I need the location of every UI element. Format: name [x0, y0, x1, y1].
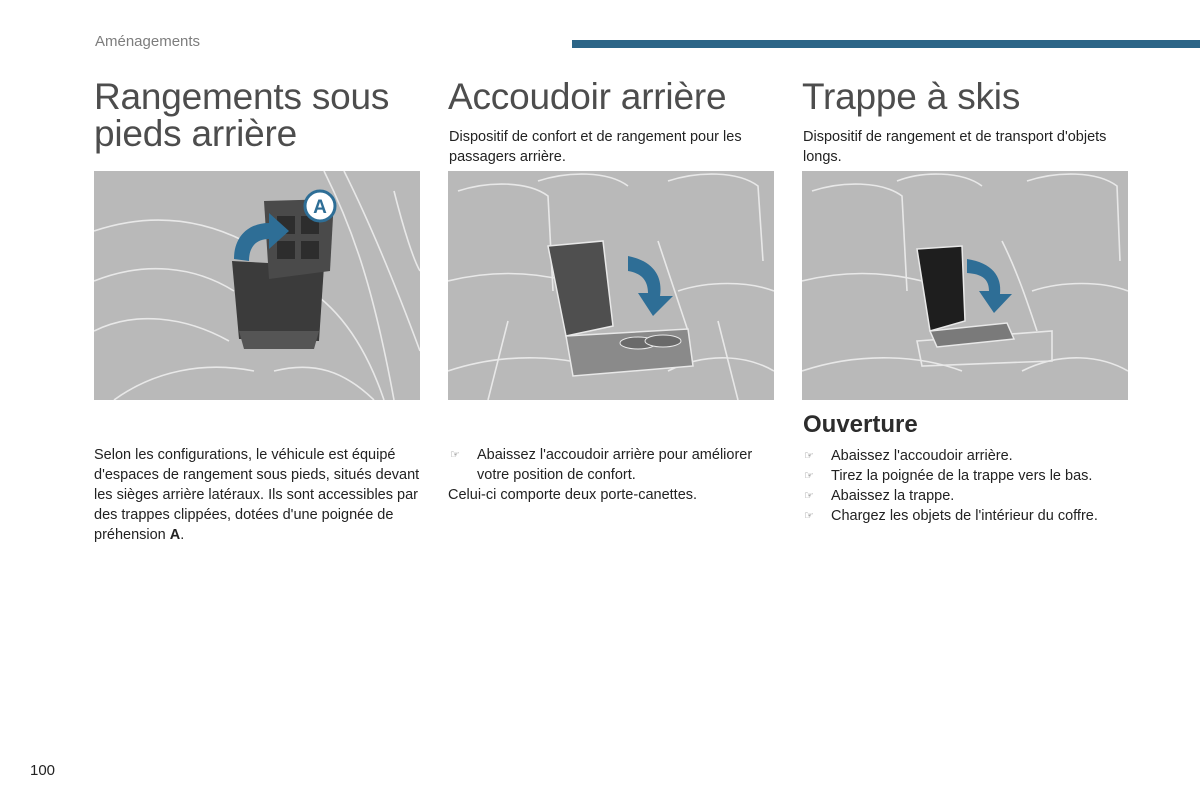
column-underfloor-storage [94, 76, 420, 543]
title-rear-armrest: Accoudoir arrière [448, 76, 727, 117]
list-item [802, 506, 1132, 526]
rear-armrest-text [448, 445, 778, 505]
list-item-text: Abaissez l'accoudoir arrière pour améliorer votre position de confort. [477, 447, 753, 483]
callout-a-label: A [313, 197, 327, 218]
list-item-text: Chargez les objets de l'intérieur du coffre. [831, 508, 1098, 524]
list-item [802, 466, 1132, 486]
title-line-1: Rangements sous [94, 76, 390, 117]
column-rear-armrest [448, 76, 774, 503]
title-line-2: pieds arrière [94, 113, 298, 154]
ski-flap-steps [802, 446, 1132, 526]
page-number: 100 [30, 762, 56, 779]
pointing-hand-bullet-icon: ☞ [804, 470, 814, 482]
underfloor-storage-text [94, 445, 424, 545]
title-underfloor-storage [94, 78, 420, 152]
pointing-hand-bullet-icon: ☞ [804, 510, 814, 522]
list-item [802, 446, 1132, 466]
header-bar [572, 40, 1200, 48]
pointing-hand-bullet-icon: ☞ [804, 450, 814, 462]
underfloor-storage-illustration [94, 171, 420, 400]
rear-armrest-note: Celui-ci comporte deux porte-canettes. [448, 487, 698, 503]
list-item-text: Tirez la poignée de la trappe vers le bas. [831, 468, 1093, 484]
subheading-opening: Ouverture [803, 411, 918, 438]
list-item-text: Abaissez l'accoudoir arrière. [831, 448, 1013, 464]
ski-flap-intro: Dispositif de rangement et de transport d'objets longs. [803, 129, 1107, 165]
body-text-bold-ref: A [169, 527, 181, 543]
list-item [802, 486, 1132, 506]
rear-armrest-illustration [448, 171, 774, 400]
rear-armrest-intro: Dispositif de confort et de rangement pour les passagers arrière. [449, 129, 742, 165]
body-text-end: . [180, 527, 185, 543]
list-item-text: Abaissez la trappe. [831, 488, 955, 504]
column-ski-flap [802, 76, 1128, 524]
title-ski-flap: Trappe à skis [802, 76, 1021, 117]
list-item [448, 445, 778, 485]
pointing-hand-bullet-icon: ☞ [804, 490, 814, 502]
pointing-hand-bullet-icon: ☞ [450, 449, 460, 461]
section-label: Aménagements [95, 33, 201, 50]
body-text-main: Selon les configurations, le véhicule est équipé d'espaces de rangement sous pieds, situés devant les sièges arrière latéraux. Ils sont accessibles par des trappes clippées, dotées d'une poignée de préhension [94, 447, 420, 543]
ski-flap-illustration [802, 171, 1128, 400]
